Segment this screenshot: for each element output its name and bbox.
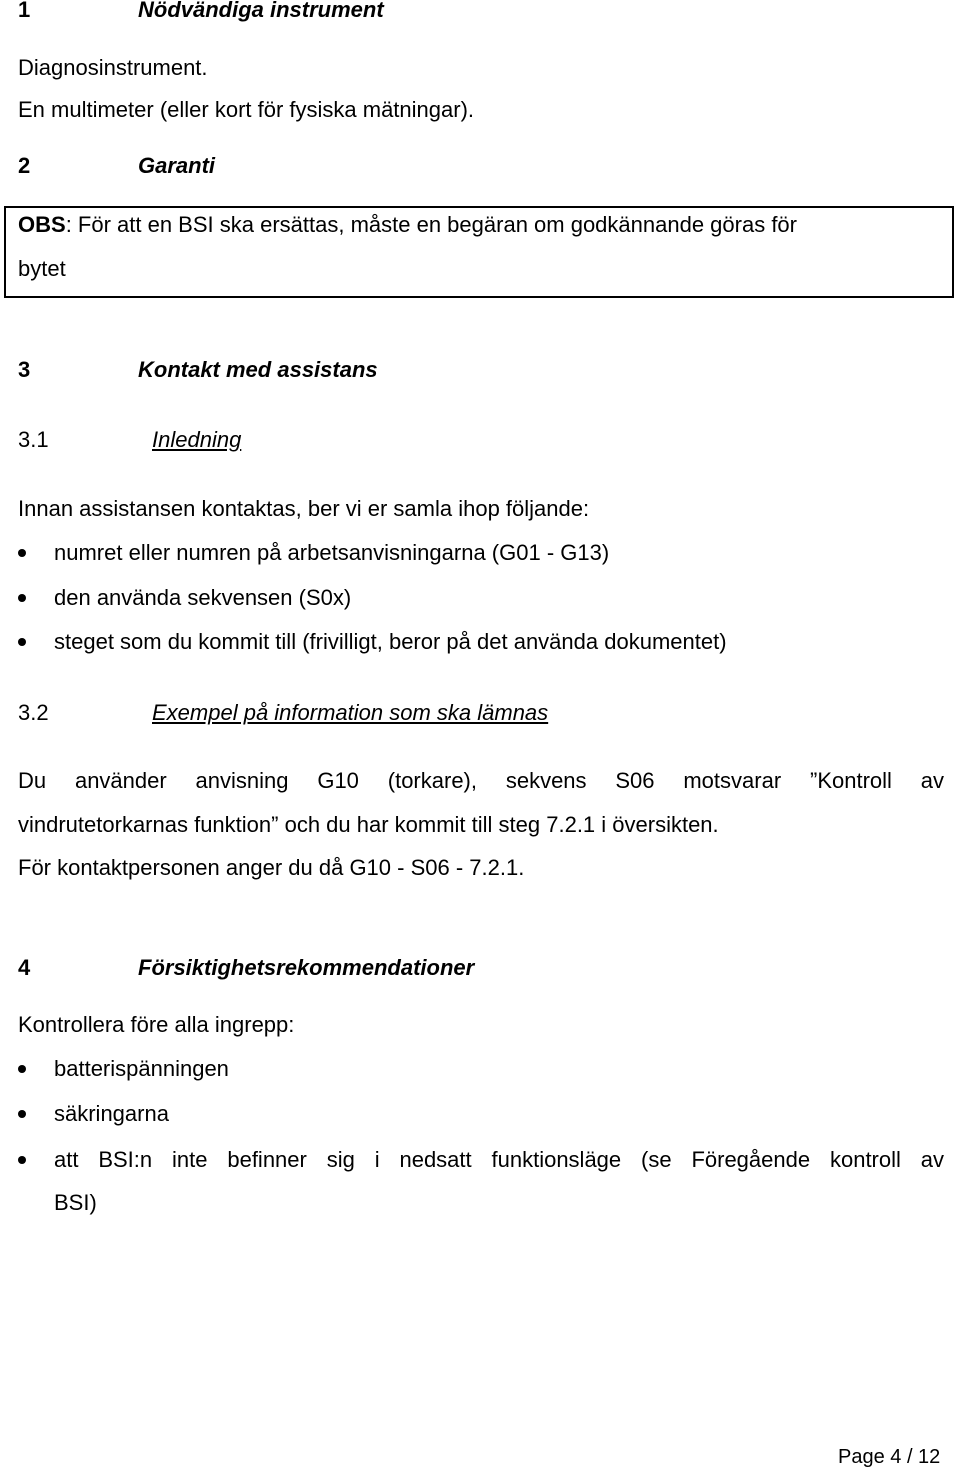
section-number: 2 bbox=[18, 153, 31, 178]
bullet-icon bbox=[18, 1065, 26, 1073]
list-item: att BSI:n inte befinner sig i nedsatt funktionsläge (se Föregående kontroll av bbox=[54, 1147, 944, 1172]
section-number: 4 bbox=[18, 955, 31, 980]
section-number: 1 bbox=[18, 0, 31, 22]
section-3-heading bbox=[18, 357, 378, 383]
section-3-2-heading bbox=[18, 700, 548, 726]
bullet-icon bbox=[18, 549, 26, 557]
page-number: Page 4 / 12 bbox=[838, 1446, 941, 1468]
list-item: den använda sekvensen (S0x) bbox=[54, 585, 352, 610]
paragraph-line: En multimeter (eller kort för fysiska mätningar). bbox=[18, 97, 475, 122]
intro-paragraph: Kontrollera före alla ingrepp: bbox=[18, 1012, 295, 1037]
list-item: batterispänningen bbox=[54, 1056, 229, 1081]
section-title: Kontakt med assistans bbox=[138, 357, 378, 382]
paragraph-line: Diagnosinstrument. bbox=[18, 55, 208, 80]
paragraph-line: vindrutetorkarnas funktion” och du har kommit till steg 7.2.1 i översikten. bbox=[18, 812, 719, 837]
paragraph-line: För kontaktpersonen anger du då G10 - S06 - 7.2.1. bbox=[18, 855, 525, 880]
paragraph-line: Du använder anvisning G10 (torkare), sekvens S06 motsvarar ”Kontroll av bbox=[18, 768, 944, 793]
section-title: Exempel på information som ska lämnas bbox=[152, 700, 549, 725]
section-2-heading bbox=[18, 153, 215, 179]
section-3-1-heading bbox=[18, 427, 241, 453]
list-item: steget som du kommit till (frivilligt, beror på det använda dokumentet) bbox=[54, 629, 727, 654]
section-number: 3.2 bbox=[18, 700, 49, 725]
obs-line-1 bbox=[18, 212, 797, 238]
bullet-icon bbox=[18, 1156, 26, 1164]
list-item: numret eller numren på arbetsanvisningarna (G01 - G13) bbox=[54, 540, 610, 565]
obs-line-2: bytet bbox=[18, 256, 66, 281]
obs-notice-box bbox=[4, 206, 954, 298]
bullet-icon bbox=[18, 1110, 26, 1118]
section-1-heading bbox=[18, 0, 384, 23]
section-4-heading bbox=[18, 955, 474, 981]
section-title: Nödvändiga instrument bbox=[138, 0, 384, 22]
list-item: säkringarna bbox=[54, 1101, 169, 1126]
bullet-icon bbox=[18, 594, 26, 602]
intro-paragraph: Innan assistansen kontaktas, ber vi er samla ihop följande: bbox=[18, 496, 590, 521]
section-title: Garanti bbox=[138, 153, 216, 178]
section-title: Inledning bbox=[152, 427, 242, 452]
section-number: 3.1 bbox=[18, 427, 49, 452]
obs-text: : För att en BSI ska ersättas, måste en begäran om godkännande göras för bbox=[65, 212, 797, 237]
section-title: Försiktighetsrekommendationer bbox=[138, 955, 475, 980]
section-number: 3 bbox=[18, 357, 31, 382]
list-item-continuation: BSI) bbox=[54, 1190, 97, 1215]
obs-label: OBS bbox=[18, 212, 66, 237]
bullet-icon bbox=[18, 638, 26, 646]
